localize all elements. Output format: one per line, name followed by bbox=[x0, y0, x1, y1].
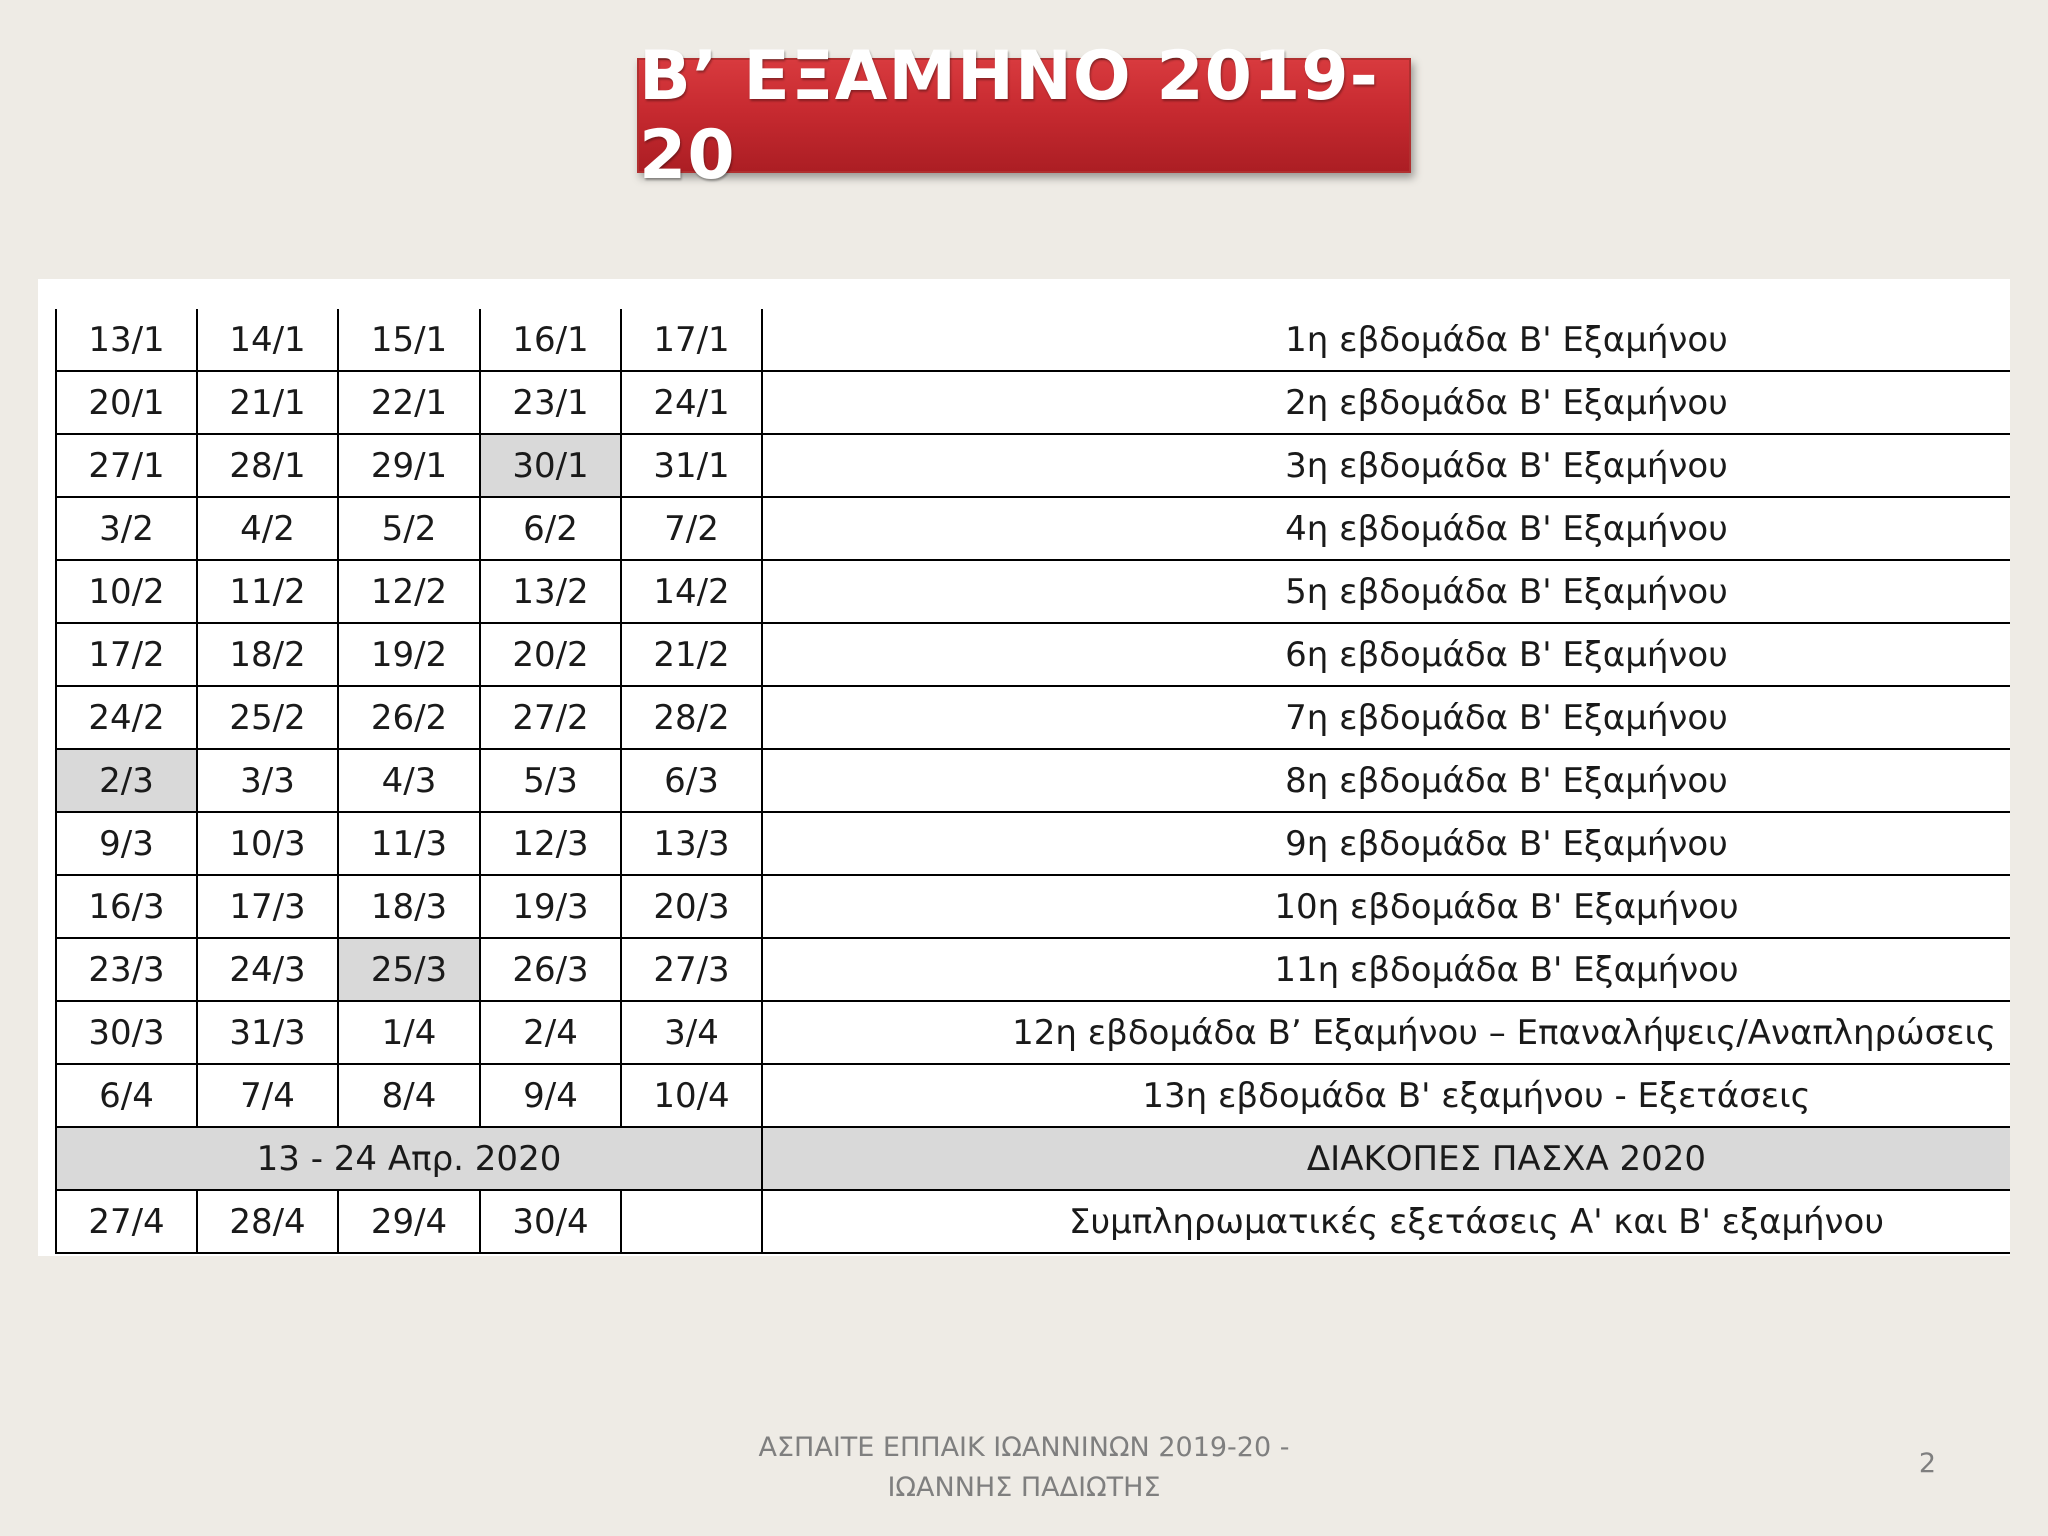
table-row bbox=[56, 749, 2010, 812]
date-cell: 26/2 bbox=[338, 686, 480, 749]
table-row bbox=[56, 1190, 2010, 1253]
date-cell: 2/4 bbox=[480, 1001, 621, 1064]
date-cell: 24/3 bbox=[197, 938, 338, 1001]
date-cell: 10/4 bbox=[621, 1064, 762, 1127]
date-cell: 27/1 bbox=[56, 434, 197, 497]
title-banner bbox=[637, 36, 1411, 195]
date-cell: 7/2 bbox=[621, 497, 762, 560]
date-cell: 20/2 bbox=[480, 623, 621, 686]
date-cell: 29/4 bbox=[338, 1190, 480, 1253]
table-row bbox=[56, 812, 2010, 875]
date-cell: 17/1 bbox=[621, 309, 762, 371]
table-row bbox=[56, 1064, 2010, 1127]
table-row bbox=[56, 497, 2010, 560]
date-cell: 18/3 bbox=[338, 875, 480, 938]
date-cell: 5/3 bbox=[480, 749, 621, 812]
date-cell: 22/1 bbox=[338, 371, 480, 434]
week-description: 2η εβδομάδα Β' Εξαμήνου bbox=[762, 371, 2010, 434]
schedule-panel bbox=[38, 279, 2010, 1256]
date-cell: 30/3 bbox=[56, 1001, 197, 1064]
date-cell: 23/3 bbox=[56, 938, 197, 1001]
date-cell: 24/2 bbox=[56, 686, 197, 749]
date-cell: 13/1 bbox=[56, 309, 197, 371]
week-description: 7η εβδομάδα Β' Εξαμήνου bbox=[762, 686, 2010, 749]
date-cell-highlighted: 2/3 bbox=[56, 749, 197, 812]
date-cell: 18/2 bbox=[197, 623, 338, 686]
date-cell: 19/2 bbox=[338, 623, 480, 686]
date-cell: 19/3 bbox=[480, 875, 621, 938]
date-cell: 24/1 bbox=[621, 371, 762, 434]
date-cell: 6/3 bbox=[621, 749, 762, 812]
date-cell: 6/4 bbox=[56, 1064, 197, 1127]
date-cell: 28/2 bbox=[621, 686, 762, 749]
date-cell: 17/3 bbox=[197, 875, 338, 938]
date-cell: 25/2 bbox=[197, 686, 338, 749]
week-description: Συμπληρωματικές εξετάσεις Α' και Β' εξαμήνου bbox=[762, 1190, 2010, 1253]
holiday-description: ΔΙΑΚΟΠΕΣ ΠΑΣΧΑ 2020 bbox=[762, 1127, 2010, 1190]
date-cell: 1/4 bbox=[338, 1001, 480, 1064]
table-row bbox=[56, 434, 2010, 497]
date-cell-highlighted: 30/1 bbox=[480, 434, 621, 497]
date-cell: 3/4 bbox=[621, 1001, 762, 1064]
table-row bbox=[56, 623, 2010, 686]
date-cell: 9/4 bbox=[480, 1064, 621, 1127]
date-cell: 12/3 bbox=[480, 812, 621, 875]
table-row bbox=[56, 560, 2010, 623]
date-cell: 26/3 bbox=[480, 938, 621, 1001]
table-row bbox=[56, 938, 2010, 1001]
table-row bbox=[56, 371, 2010, 434]
date-cell: 5/2 bbox=[338, 497, 480, 560]
table-row bbox=[56, 875, 2010, 938]
date-cell: 9/3 bbox=[56, 812, 197, 875]
date-cell-highlighted: 25/3 bbox=[338, 938, 480, 1001]
date-cell: 20/3 bbox=[621, 875, 762, 938]
footer-line-1: ΑΣΠΑΙΤΕ ΕΠΠΑΙΚ ΙΩΑΝΝΙΝΩΝ 2019-20 - bbox=[758, 1432, 1290, 1463]
week-description: 10η εβδομάδα Β' Εξαμήνου bbox=[762, 875, 2010, 938]
week-description: 12η εβδομάδα Β’ Εξαμήνου – Επαναλήψεις/Αναπληρώσεις bbox=[762, 1001, 2010, 1064]
date-cell: 14/1 bbox=[197, 309, 338, 371]
date-cell: 3/2 bbox=[56, 497, 197, 560]
week-description: 4η εβδομάδα Β' Εξαμήνου bbox=[762, 497, 2010, 560]
date-cell: 23/1 bbox=[480, 371, 621, 434]
week-description: 1η εβδομάδα Β' Εξαμήνου bbox=[762, 309, 2010, 371]
footer-line-2: ΙΩΑΝΝΗΣ ΠΑΔΙΩΤΗΣ bbox=[887, 1472, 1161, 1503]
date-cell: 12/2 bbox=[338, 560, 480, 623]
date-cell: 21/1 bbox=[197, 371, 338, 434]
date-cell: 6/2 bbox=[480, 497, 621, 560]
date-cell: 20/1 bbox=[56, 371, 197, 434]
holiday-dates: 13 - 24 Απρ. 2020 bbox=[56, 1127, 762, 1190]
date-cell: 8/4 bbox=[338, 1064, 480, 1127]
date-cell: 21/2 bbox=[621, 623, 762, 686]
table-row bbox=[56, 309, 2010, 371]
table-row bbox=[56, 1001, 2010, 1064]
week-description: 8η εβδομάδα Β' Εξαμήνου bbox=[762, 749, 2010, 812]
page-number: 2 bbox=[1918, 1448, 1936, 1479]
date-cell: 13/2 bbox=[480, 560, 621, 623]
date-cell: 4/2 bbox=[197, 497, 338, 560]
date-cell: 4/3 bbox=[338, 749, 480, 812]
date-cell: 27/3 bbox=[621, 938, 762, 1001]
date-cell: 28/1 bbox=[197, 434, 338, 497]
week-description: 5η εβδομάδα Β' Εξαμήνου bbox=[762, 560, 2010, 623]
date-cell: 10/2 bbox=[56, 560, 197, 623]
date-cell: 16/1 bbox=[480, 309, 621, 371]
week-description: 3η εβδομάδα Β' Εξαμήνου bbox=[762, 434, 2010, 497]
date-cell: 31/3 bbox=[197, 1001, 338, 1064]
footer bbox=[650, 1428, 1398, 1508]
week-description: 9η εβδομάδα Β' Εξαμήνου bbox=[762, 812, 2010, 875]
date-cell: 10/3 bbox=[197, 812, 338, 875]
page-title: Β’ ΕΞΑΜΗΝΟ 2019-20 bbox=[639, 36, 1379, 195]
date-cell: 15/1 bbox=[338, 309, 480, 371]
date-cell: 29/1 bbox=[338, 434, 480, 497]
date-cell: 30/4 bbox=[480, 1190, 621, 1253]
date-cell: 17/2 bbox=[56, 623, 197, 686]
holiday-row bbox=[56, 1127, 2010, 1190]
date-cell: 3/3 bbox=[197, 749, 338, 812]
date-cell: 27/2 bbox=[480, 686, 621, 749]
date-cell: 11/3 bbox=[338, 812, 480, 875]
schedule-table bbox=[55, 309, 2010, 1254]
week-description: 13η εβδομάδα Β' εξαμήνου - Εξετάσεις bbox=[762, 1064, 2010, 1127]
date-cell: 11/2 bbox=[197, 560, 338, 623]
week-description: 6η εβδομάδα Β' Εξαμήνου bbox=[762, 623, 2010, 686]
date-cell: 13/3 bbox=[621, 812, 762, 875]
date-cell: 16/3 bbox=[56, 875, 197, 938]
date-cell: 27/4 bbox=[56, 1190, 197, 1253]
table-row bbox=[56, 686, 2010, 749]
date-cell: 28/4 bbox=[197, 1190, 338, 1253]
date-cell: 14/2 bbox=[621, 560, 762, 623]
empty-cell bbox=[621, 1190, 762, 1253]
date-cell: 7/4 bbox=[197, 1064, 338, 1127]
date-cell: 31/1 bbox=[621, 434, 762, 497]
week-description: 11η εβδομάδα Β' Εξαμήνου bbox=[762, 938, 2010, 1001]
